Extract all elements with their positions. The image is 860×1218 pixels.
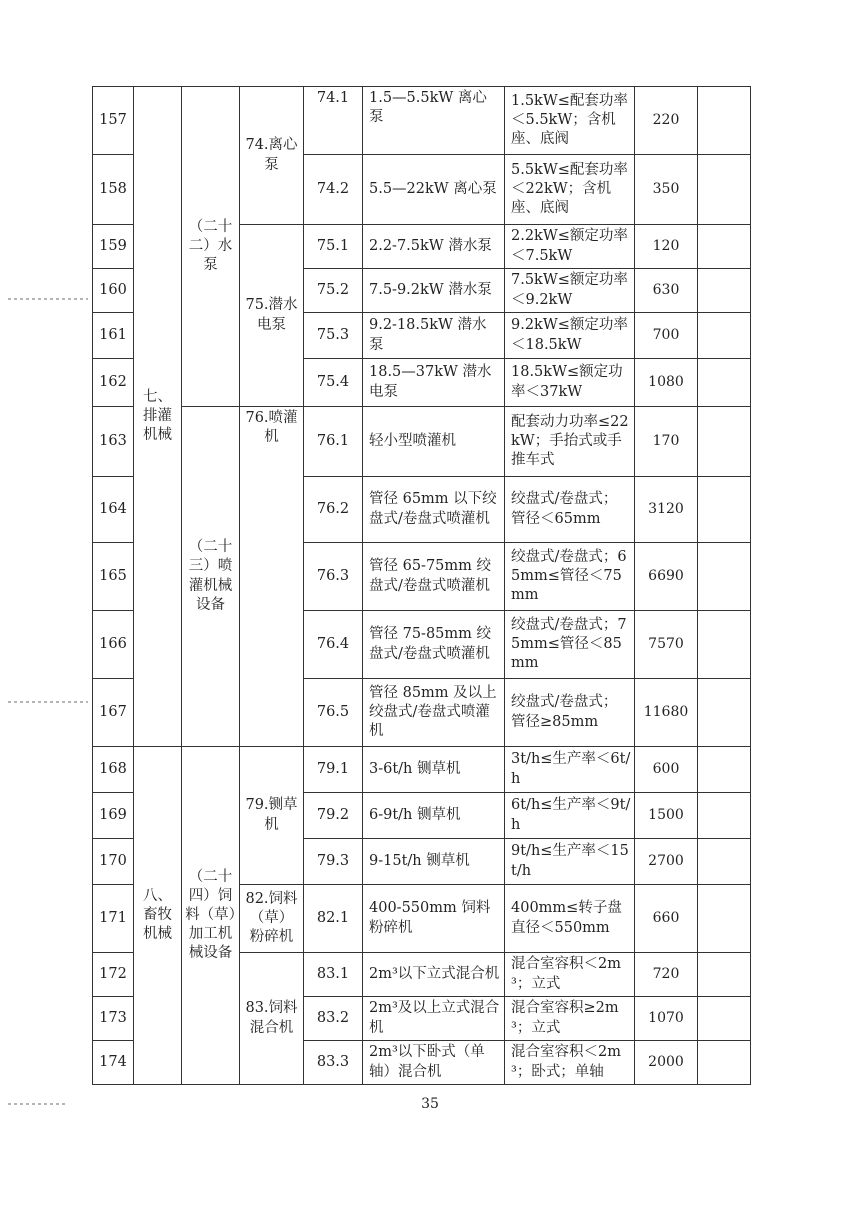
table-row	[93, 87, 751, 155]
item-name: 2m³以下卧式（单轴）混合机	[363, 1041, 505, 1085]
subgroup-cell: 76.喷灌机	[240, 407, 304, 747]
item-spec: 绞盘式/卷盘式；65mm≤管径＜75mm	[505, 543, 635, 611]
row-number: 169	[93, 793, 134, 839]
item-code: 83.2	[304, 997, 363, 1041]
scan-artifact-middle	[8, 701, 88, 703]
table-row	[93, 407, 751, 477]
item-code: 76.1	[304, 407, 363, 477]
subgroup-cell: 83.饲料混合机	[240, 953, 304, 1085]
item-spec: 1.5kW≤配套功率＜5.5kW；含机座、底阀	[505, 87, 635, 155]
row-number: 167	[93, 679, 134, 747]
row-number: 160	[93, 269, 134, 313]
subsidy-amount: 1080	[635, 359, 698, 407]
scan-artifact-upper	[8, 298, 88, 300]
subsidy-amount: 7570	[635, 611, 698, 679]
item-spec: 混合室容积＜2m³；立式	[505, 953, 635, 997]
item-spec: 绞盘式/卷盘式；管径≥85mm	[505, 679, 635, 747]
item-spec: 混合室容积≥2m³；立式	[505, 997, 635, 1041]
item-name: 3-6t/h 铡草机	[363, 747, 505, 793]
item-code: 83.3	[304, 1041, 363, 1085]
page-number: 35	[421, 1096, 439, 1112]
item-code: 74.2	[304, 155, 363, 225]
item-name: 9.2-18.5kW 潜水泵	[363, 313, 505, 359]
item-spec: 混合室容积＜2m³；卧式；单轴	[505, 1041, 635, 1085]
item-name: 2m³以下立式混合机	[363, 953, 505, 997]
row-number: 170	[93, 839, 134, 885]
subsidy-amount: 2700	[635, 839, 698, 885]
item-spec: 绞盘式/卷盘式；管径＜65mm	[505, 477, 635, 543]
empty-note-cell	[698, 225, 751, 269]
subsidy-amount: 700	[635, 313, 698, 359]
empty-note-cell	[698, 839, 751, 885]
item-code: 75.3	[304, 313, 363, 359]
item-code: 83.1	[304, 953, 363, 997]
empty-note-cell	[698, 885, 751, 953]
category-cell: 七、排灌机械	[134, 87, 182, 747]
item-spec: 400mm≤转子盘直径＜550mm	[505, 885, 635, 953]
subgroup-cell: 82.饲料（草）粉碎机	[240, 885, 304, 953]
item-spec: 配套动力功率≤22 kW；手抬式或手推车式	[505, 407, 635, 477]
empty-note-cell	[698, 543, 751, 611]
row-number: 172	[93, 953, 134, 997]
subsidy-amount: 720	[635, 953, 698, 997]
empty-note-cell	[698, 155, 751, 225]
subsidy-amount: 2000	[635, 1041, 698, 1085]
item-name: 管径 65mm 以下绞盘式/卷盘式喷灌机	[363, 477, 505, 543]
row-number: 159	[93, 225, 134, 269]
row-number: 173	[93, 997, 134, 1041]
subsidy-amount: 660	[635, 885, 698, 953]
subsidy-amount: 6690	[635, 543, 698, 611]
item-name: 2m³及以上立式混合机	[363, 997, 505, 1041]
item-spec: 9t/h≤生产率＜15t/h	[505, 839, 635, 885]
subgroup-cell: 75.潜水电泵	[240, 225, 304, 407]
empty-note-cell	[698, 997, 751, 1041]
empty-note-cell	[698, 611, 751, 679]
item-code: 76.2	[304, 477, 363, 543]
item-name: 1.5—5.5kW 离心泵	[363, 87, 505, 155]
item-code: 79.1	[304, 747, 363, 793]
category-cell: 八、畜牧机械	[134, 747, 182, 1085]
empty-note-cell	[698, 747, 751, 793]
subsidy-amount: 170	[635, 407, 698, 477]
empty-note-cell	[698, 269, 751, 313]
empty-note-cell	[698, 407, 751, 477]
item-code: 79.2	[304, 793, 363, 839]
item-name: 400-550mm 饲料粉碎机	[363, 885, 505, 953]
row-number: 158	[93, 155, 134, 225]
row-number: 168	[93, 747, 134, 793]
item-spec: 2.2kW≤额定功率＜7.5kW	[505, 225, 635, 269]
item-spec: 3t/h≤生产率＜6t/h	[505, 747, 635, 793]
row-number: 171	[93, 885, 134, 953]
row-number: 157	[93, 87, 134, 155]
item-spec: 7.5kW≤额定功率＜9.2kW	[505, 269, 635, 313]
item-name: 5.5—22kW 离心泵	[363, 155, 505, 225]
item-name: 6-9t/h 铡草机	[363, 793, 505, 839]
subgroup-cell: 74.离心泵	[240, 87, 304, 225]
subsidy-amount: 630	[635, 269, 698, 313]
empty-note-cell	[698, 477, 751, 543]
group-cell: （二十四）饲料（草）加工机械设备	[182, 747, 240, 1085]
subgroup-cell: 79.铡草机	[240, 747, 304, 885]
item-spec: 9.2kW≤额定功率＜18.5kW	[505, 313, 635, 359]
item-spec: 绞盘式/卷盘式；75mm≤管径＜85mm	[505, 611, 635, 679]
subsidy-amount: 1070	[635, 997, 698, 1041]
subsidy-amount: 1500	[635, 793, 698, 839]
item-name: 管径 85mm 及以上绞盘式/卷盘式喷灌机	[363, 679, 505, 747]
item-code: 75.4	[304, 359, 363, 407]
item-spec: 6t/h≤生产率＜9t/h	[505, 793, 635, 839]
item-spec: 5.5kW≤配套功率＜22kW；含机座、底阀	[505, 155, 635, 225]
item-code: 79.3	[304, 839, 363, 885]
group-cell: （二十三）喷灌机械设备	[182, 407, 240, 747]
group-cell: （二十二）水泵	[182, 87, 240, 407]
item-name: 管径 75-85mm 绞盘式/卷盘式喷灌机	[363, 611, 505, 679]
row-number: 162	[93, 359, 134, 407]
item-name: 轻小型喷灌机	[363, 407, 505, 477]
subsidy-amount: 120	[635, 225, 698, 269]
empty-note-cell	[698, 679, 751, 747]
row-number: 161	[93, 313, 134, 359]
empty-note-cell	[698, 1041, 751, 1085]
item-code: 82.1	[304, 885, 363, 953]
item-name: 管径 65-75mm 绞盘式/卷盘式喷灌机	[363, 543, 505, 611]
item-code: 76.5	[304, 679, 363, 747]
empty-note-cell	[698, 87, 751, 155]
row-number: 163	[93, 407, 134, 477]
item-code: 76.3	[304, 543, 363, 611]
row-number: 166	[93, 611, 134, 679]
item-name: 7.5-9.2kW 潜水泵	[363, 269, 505, 313]
subsidy-amount: 11680	[635, 679, 698, 747]
item-spec: 18.5kW≤额定功率＜37kW	[505, 359, 635, 407]
empty-note-cell	[698, 359, 751, 407]
subsidy-table	[92, 86, 751, 1085]
row-number: 174	[93, 1041, 134, 1085]
row-number: 164	[93, 477, 134, 543]
item-code: 74.1	[304, 87, 363, 155]
subsidy-amount: 350	[635, 155, 698, 225]
subsidy-amount: 3120	[635, 477, 698, 543]
subsidy-amount: 600	[635, 747, 698, 793]
item-name: 18.5—37kW 潜水电泵	[363, 359, 505, 407]
empty-note-cell	[698, 953, 751, 997]
table-row	[93, 747, 751, 793]
empty-note-cell	[698, 313, 751, 359]
empty-note-cell	[698, 793, 751, 839]
item-code: 76.4	[304, 611, 363, 679]
item-code: 75.1	[304, 225, 363, 269]
item-code: 75.2	[304, 269, 363, 313]
subsidy-amount: 220	[635, 87, 698, 155]
item-name: 2.2-7.5kW 潜水泵	[363, 225, 505, 269]
row-number: 165	[93, 543, 134, 611]
item-name: 9-15t/h 铡草机	[363, 839, 505, 885]
